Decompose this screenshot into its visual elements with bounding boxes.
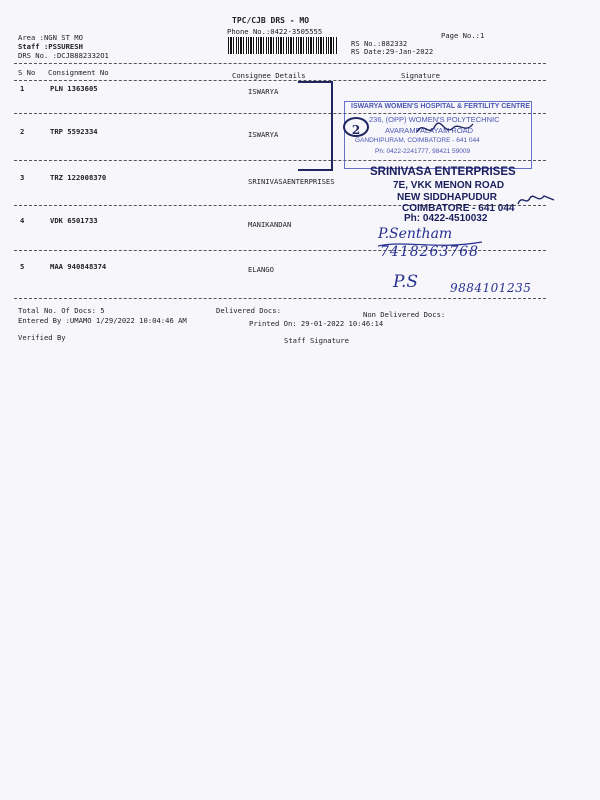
divider (14, 63, 546, 64)
hospital-stamp-line: GANDHIPURAM, COIMBATORE - 641 044 (355, 137, 480, 144)
area-label: Area :NGN ST MO (18, 33, 83, 42)
hospital-stamp-line: ISWARYA WOMEN'S HOSPITAL & FERTILITY CENTRE (351, 103, 531, 110)
delivered-docs: Delivered Docs: (216, 306, 281, 315)
handwritten-phone: 7418263768 (380, 244, 480, 260)
handwritten-initials: P.S (393, 272, 419, 292)
srinivasa-stamp-line: Ph: 0422-4510032 (404, 213, 488, 224)
column-header-sno: S No (18, 68, 36, 77)
non-delivered-docs: Non Delivered Docs: (363, 310, 446, 319)
srinivasa-stamp-line: COIMBATORE - 641 044 (402, 203, 515, 214)
hospital-stamp-line: AVARAMPALAYAM ROAD (385, 126, 474, 135)
total-docs: Total No. Of Docs: 5 (18, 306, 105, 315)
circled-number-text: 2 (351, 123, 361, 137)
row-consignee: SRINIVASAENTERPRISES (248, 177, 335, 186)
document-title: TPC/CJB DRS - MO (232, 16, 310, 25)
row-sno: 3 (20, 173, 25, 182)
circled-number (343, 117, 369, 137)
row-consignee: ISWARYA (248, 130, 279, 139)
rs-date: RS Date:29-Jan-2022 (351, 47, 434, 56)
column-header-consignee: Consignee Details (232, 71, 306, 80)
row-sno: 5 (20, 262, 25, 271)
srinivasa-stamp-line: NEW SIDDHAPUDUR (397, 192, 497, 203)
row-consignment: TRZ 122008370 (50, 173, 107, 182)
printed-on: Printed On: 29-01-2022 10:46:14 (249, 319, 384, 328)
srinivasa-stamp-line: SRINIVASA ENTERPRISES (370, 166, 516, 178)
handwritten-phone: 9884101235 (450, 281, 532, 295)
phone-number: Phone No.:0422-3505555 (227, 27, 323, 36)
column-header-signature: Signature (401, 71, 440, 80)
rs-number: RS No.:882332 (351, 39, 408, 48)
staff-label: Staff :PSSURESH (18, 42, 83, 51)
divider (14, 298, 546, 299)
verified-by: Verified By (18, 333, 66, 342)
signature-scribble (415, 118, 475, 140)
row-consignment: MAA 940848374 (50, 262, 107, 271)
drs-number: DRS No. :DCJB882332O1 (18, 51, 109, 60)
row-sno: 2 (20, 127, 25, 136)
row-consignment: TRP 5592334 (50, 127, 98, 136)
row-consignee: MANIKANDAN (248, 220, 292, 229)
srinivasa-stamp-line: 7E, VKK MENON ROAD (393, 180, 505, 191)
row-consignment: VDK 6501733 (50, 216, 98, 225)
column-header-consignment: Consignment No (48, 68, 109, 77)
hospital-stamp-line: Ph: 0422-2241777, 98421 59009 (375, 148, 471, 155)
row-consignee: ELANGO (248, 265, 274, 274)
signature-scribble (516, 190, 556, 210)
hospital-stamp-line: 236, (OPP) WOMEN'S POLYTECHNIC (369, 115, 500, 124)
staff-signature: Staff Signature (284, 336, 349, 345)
page-number: Page No.:1 (441, 31, 485, 40)
row-sno: 1 (20, 84, 25, 93)
handwritten-name: P.Sentham (378, 226, 453, 242)
row-sno: 4 (20, 216, 25, 225)
barcode (228, 37, 338, 54)
row-consignee: ISWARYA (248, 87, 279, 96)
entered-by: Entered By :UMAMO 1/29/2022 10:04:46 AM (18, 316, 187, 325)
row-consignment: PLN 1363605 (50, 84, 98, 93)
divider (14, 80, 546, 81)
